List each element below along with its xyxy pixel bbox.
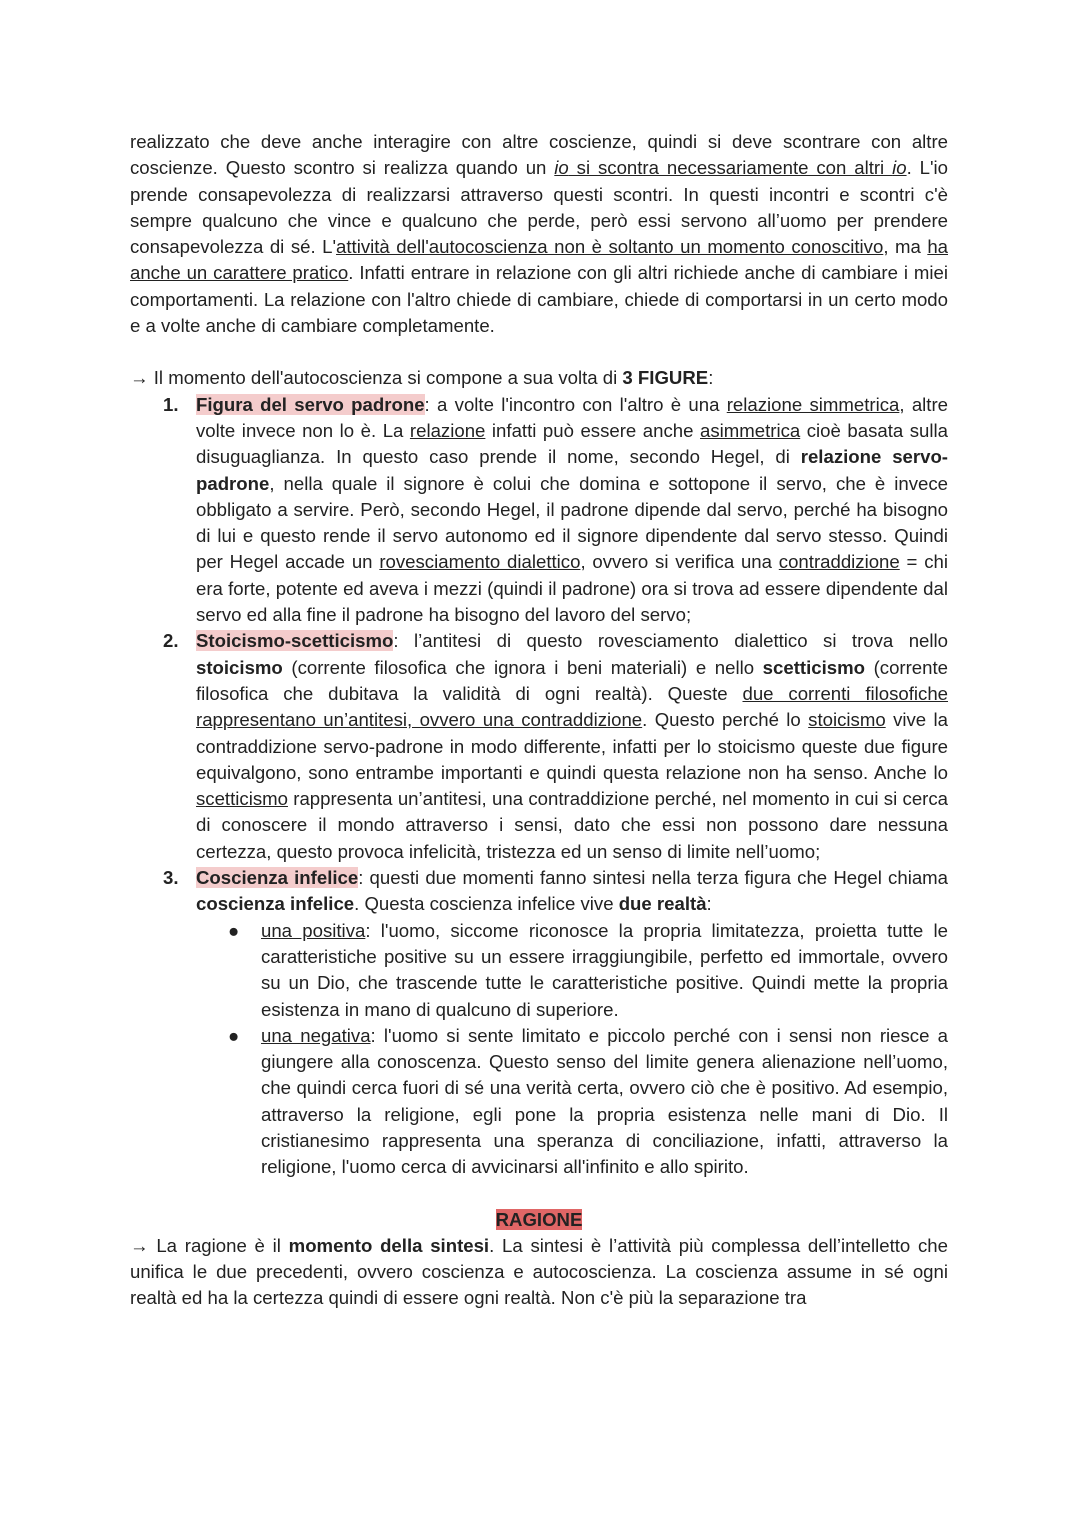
text-run: → Il momento dell'autocoscienza si compone a sua volta di (130, 367, 623, 389)
document-page (130, 129, 948, 1312)
list-number: 1. (163, 393, 179, 415)
text-run: vive la contraddizione servo-padrone in modo differente, infatti per lo stoicismo queste due figure equivalgono, sono entrambe importanti e quindi questa relazione non ha senso. Anche lo (196, 709, 948, 783)
styled-text-run: relazione servo-padrone (196, 446, 949, 494)
text-run: → La ragione è il (130, 1234, 289, 1256)
bullet-item-positiva (130, 918, 948, 1023)
figure-text (196, 394, 948, 625)
styled-text-run: si scontra necessariamente con altri (568, 157, 893, 179)
styled-text-run: scetticismo (762, 656, 865, 678)
styled-text-run: relazione (409, 419, 486, 441)
paragraph-figure-intro (130, 365, 948, 391)
text-run: infatti può essere anche (485, 419, 700, 441)
bullet-text (261, 920, 948, 1020)
text-run: : l'uomo si sente limitato e piccolo perché con i sensi non riesce a giungere alla conoscenza. Questo senso del limite genera alienazione nell’uomo, che quindi cerca fuori di sé una verità certa, ovvero ciò che è positivo. Ad esempio, attraverso la religione, egli pone la propria esistenza nelle mani di Dio. Il cristianesimo rappresenta una speranza di conciliazione, infatti, attraverso la religione, l'uomo cerca di avvicinarsi all'infinito e allo spirito. (261, 1024, 948, 1178)
section-title-text: RAGIONE (495, 1208, 583, 1230)
styled-text-run: una negativa (261, 1024, 371, 1046)
styled-text-run: due correnti filosofiche rappresentano un’antitesi, ovvero una contraddizione (196, 682, 949, 731)
figure-text (196, 867, 948, 914)
text-run: : (706, 893, 712, 915)
styled-text-run: io (554, 157, 569, 179)
paragraph-autocoscienza (130, 129, 948, 339)
styled-text-run: asimmetrica (700, 419, 801, 441)
figure-item-coscienza-infelice (130, 865, 948, 918)
text-run: cioè basata sulla disuguaglianza. In questo caso prende il nome, secondo Hegel, di (196, 419, 948, 468)
text-run: . L'io prende consapevolezza di realizzarsi attraverso questi scontri. In questi incontri e scontri c'è sempre qualcuno che vince e qualcuno che perde, però essi servono all’uomo per prendere consapevolezza di sé. L' (130, 157, 948, 258)
bullet-icon: ● (228, 1024, 240, 1046)
styled-text-run: relazione simmetrica (726, 393, 900, 415)
list-number: 2. (163, 630, 179, 652)
text-run: (corrente filosofica che ignora i beni materiali) e nello (282, 656, 763, 678)
bullet-icon: ● (228, 919, 240, 941)
styled-text-run: due realtà (618, 893, 707, 915)
styled-text-run: una positiva (261, 919, 366, 941)
text-run: . Infatti entrare in relazione con gli altri richiede anche di cambiare i miei comportamenti. La relazione con l'altro chiede di cambiare, chiede di comportarsi in un certo modo e a volte anche di cambiare completamente. (130, 262, 948, 337)
styled-text-run: 3 FIGURE (622, 367, 709, 389)
styled-text-run: momento della sintesi (288, 1234, 490, 1256)
figure-item-stoicismo (130, 628, 948, 865)
styled-text-run: Figura del servo padrone (196, 393, 425, 415)
styled-text-run: coscienza infelice (196, 893, 355, 915)
text-run: (corrente filosofica che dubitava la validità di ogni realtà). Queste (196, 656, 948, 704)
text-run: . Questo perché lo (642, 709, 809, 731)
styled-text-run: contraddizione (778, 551, 900, 573)
styled-text-run: Coscienza infelice (196, 867, 359, 889)
section-title (130, 1207, 948, 1233)
figure-item-servo-padrone (130, 392, 948, 629)
styled-text-run: stoicismo (196, 656, 283, 678)
styled-text-run: Stoicismo-scetticismo (196, 630, 394, 652)
figures-list (130, 392, 948, 918)
text-run: , ma (883, 236, 928, 258)
paragraph-ragione (130, 1233, 948, 1312)
text-run: . Questa coscienza infelice vive (354, 893, 619, 915)
text-run: , nella quale il signore è colui che domina e sottopone il servo, che è invece obbligato a servire. Però, secondo Hegel, il padrone dipende dal servo, perché ha bisogno di lui e questo rende il servo autonomo ed il signore dipendente dal servo stesso. Quindi per Hegel accade un (196, 472, 948, 573)
styled-text-run: scetticismo (196, 788, 288, 810)
figure-text (196, 630, 948, 861)
styled-text-run: stoicismo (808, 709, 886, 731)
bullet-text (261, 1025, 948, 1177)
styled-text-run: io (892, 157, 907, 179)
styled-text-run: attività dell'autocoscienza non è soltanto un momento conoscitivo (336, 236, 884, 258)
styled-text-run: rovesciamento dialettico (379, 551, 581, 573)
text-run: : (708, 367, 714, 389)
text-run: : questi due momenti fanno sintesi nella terza figura che Hegel chiama (358, 867, 948, 889)
styled-text-run: ha anche un carattere pratico (130, 236, 949, 284)
bullet-item-negativa (130, 1023, 948, 1181)
text-run: = chi era forte, potente ed aveva i mezzi (quindi il padrone) ora si trova ad essere dipendente dal servo ed alla fine il padrone ha bisogno del lavoro del servo; (196, 551, 948, 626)
text-run: realizzato che deve anche interagire con altre coscienze, quindi si deve scontrare con altre coscienze. Questo scontro si realizza quando un (130, 131, 948, 179)
text-run: : l'uomo, siccome riconosce la propria limitatezza, proietta tutte le caratteristiche positive su un essere irraggiungibile, perfetto ed immortale, ovvero su un Dio, che trascende tutte le caratteristiche positive. Quindi mette la propria esistenza in mano di qualcuno di superiore. (261, 919, 949, 1020)
text-run: : l’antitesi di questo rovesciamento dialettico si trova nello (393, 630, 948, 652)
list-number: 3. (163, 867, 179, 889)
text-run: , altre volte invece non lo è. La (196, 393, 948, 441)
text-run: rappresenta un’antitesi, una contraddizione perché, nel momento in cui si cerca di conoscere il mondo attraverso i sensi, dato che essi non possono dare nessuna certezza, questo provoca infelicità, tristezza ed un senso di limite nell’uomo; (196, 788, 948, 862)
text-run: , ovvero si verifica una (580, 551, 779, 573)
text-run: : a volte l'incontro con l'altro è una (424, 393, 727, 415)
text-run: . La sintesi è l’attività più complessa dell’intelletto che unifica le due precedenti, ovvero coscienza e autocoscienza. La coscienza assume in sé ogni realtà ed ha la certezza quindi di essere ogni realtà. Non c'è più la separazione tra (130, 1234, 948, 1309)
